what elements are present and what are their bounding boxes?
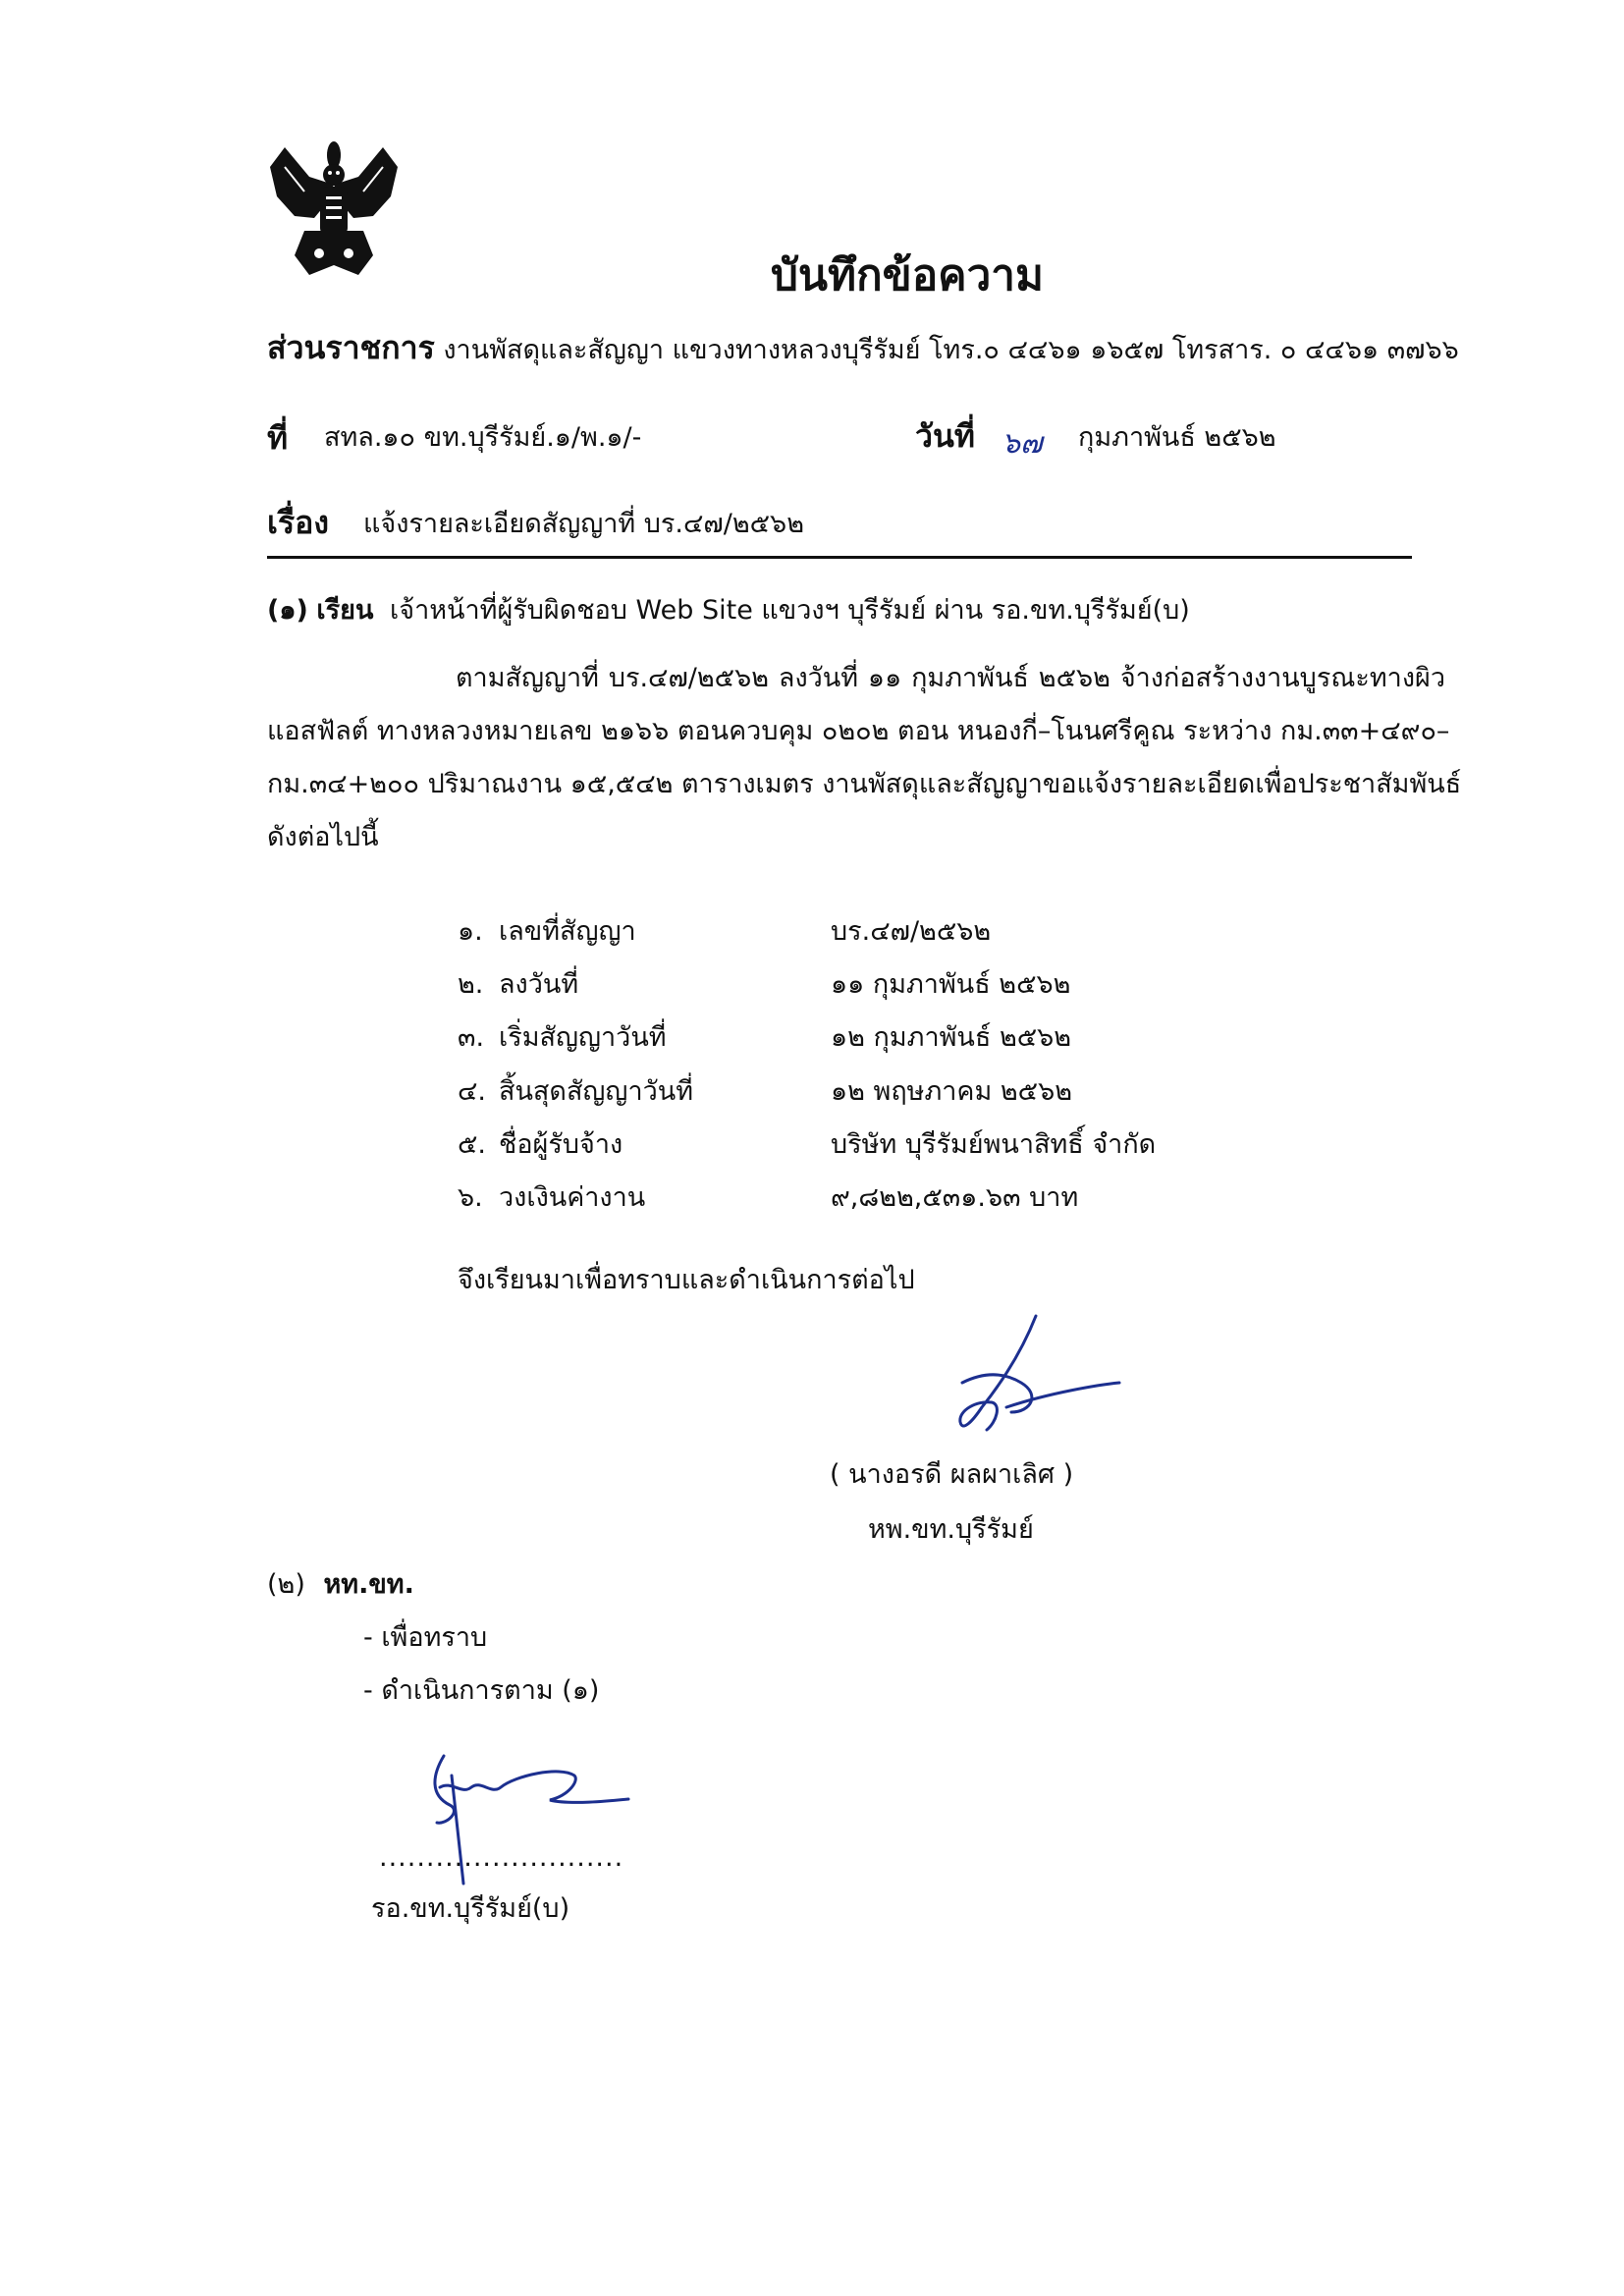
header-divider: [267, 556, 1412, 559]
section1-to-label: เรียน: [316, 595, 374, 626]
date-day-handwritten: ๖๗: [1001, 426, 1043, 461]
closing-text: จึงเรียนมาเพื่อทราบและดำเนินการต่อไป: [458, 1265, 915, 1295]
section2-signer-title: รอ.ขท.บุรีรัมย์(บ): [371, 1893, 570, 1924]
subject-value: แจ้งรายละเอียดสัญญาที่ บร.๔๗/๒๕๖๒: [363, 509, 804, 539]
section2-bullet: - ดำเนินการตาม (๑): [363, 1675, 600, 1706]
date-label: วันที่: [915, 417, 975, 455]
section1-to-value: เจ้าหน้าที่ผู้รับผิดชอบ Web Site แขวงฯ บุรีรัมย์ ผ่าน รอ.ขท.บุรีรัมย์(บ): [390, 595, 1190, 626]
ref-value: สทล.๑๐ ขท.บุรีรัมย์.๑/พ.๑/-: [324, 422, 642, 453]
body-line: กม.๓๔+๒๐๐ ปริมาณงาน ๑๕,๕๔๒ ตารางเมตร งานพัสดุและสัญญาขอแจ้งรายละเอียดเพื่อประชาสัมพันธ์: [267, 769, 1462, 799]
garuda-emblem-icon: [265, 137, 403, 285]
signature-2: [422, 1736, 638, 1903]
section2-dots: ..........................: [379, 1842, 624, 1873]
ref-label: ที่: [267, 419, 289, 457]
body-line: ดังต่อไปนี้: [267, 822, 379, 852]
section2-bullet: - เพื่อทราบ: [363, 1622, 488, 1653]
section2-to: หท.ขท.: [323, 1569, 414, 1600]
agency-row: [267, 330, 1459, 368]
body-line: แอสฟัลต์ ทางหลวงหมายเลข ๒๑๖๖ ตอนควบคุม ๐๒๐๒ ตอน หนองกี่–โนนศรีคูณ ระหว่าง กม.๓๓+๔๙๐–: [267, 716, 1450, 746]
subject-label: เรื่อง: [267, 504, 329, 541]
section2-head: [267, 1567, 414, 1603]
agency-value: งานพัสดุและสัญญา แขวงทางหลวงบุรีรัมย์ โทร.๐ ๔๔๖๑ ๑๖๕๗ โทรสาร. ๐ ๔๔๖๑ ๓๗๖๖: [443, 335, 1459, 365]
section1-num: (๑): [267, 595, 308, 626]
section1-to-row: [267, 593, 1190, 629]
body-line: ตามสัญญาที่ บร.๔๗/๒๕๖๒ ลงวันที่ ๑๑ กุมภาพันธ์ ๒๕๖๒ จ้างก่อสร้างงานบูรณะทางผิว: [456, 663, 1445, 693]
section1-body: [267, 652, 1462, 864]
page-title: บันทึกข้อความ: [771, 250, 1045, 301]
date-month-year: กุมภาพันธ์ ๒๕๖๒: [1078, 422, 1276, 453]
signature-1: [903, 1314, 1129, 1442]
signer-title: หพ.ขท.บุรีรัมย์: [868, 1514, 1034, 1545]
section2-num: (๒): [267, 1569, 305, 1600]
agency-label: ส่วนราชการ: [267, 329, 435, 366]
signer-name: ( นางอรดี ผลผาเลิศ ): [830, 1459, 1074, 1490]
